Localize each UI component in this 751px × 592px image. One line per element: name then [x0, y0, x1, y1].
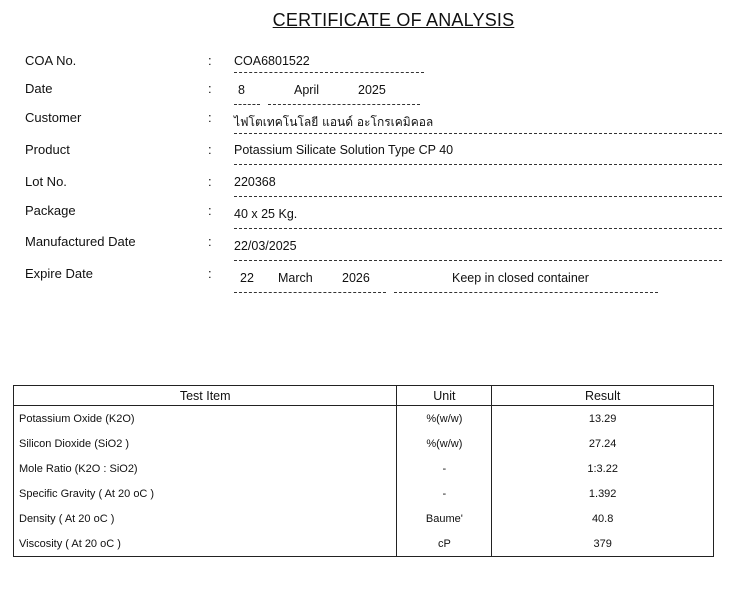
underline	[234, 292, 386, 293]
result-header: Result	[492, 386, 714, 406]
unit-cell: Baume'	[397, 506, 492, 531]
document-title: CERTIFICATE OF ANALYSIS	[272, 10, 515, 30]
unit-cell: %(w/w)	[397, 431, 492, 456]
result-cell: 379	[492, 531, 714, 557]
table-row	[14, 406, 714, 432]
colon: :	[208, 234, 212, 249]
expire-date-label: Expire Date	[25, 266, 93, 281]
underline	[234, 164, 722, 165]
underline	[394, 292, 658, 293]
lot-no-value: 220368	[234, 175, 276, 189]
underline	[234, 104, 260, 105]
product-value: Potassium Silicate Solution Type CP 40	[234, 143, 454, 157]
expire-date-year: 2026	[342, 271, 370, 285]
underline	[234, 260, 722, 261]
expire-date-day: 22	[240, 271, 254, 285]
colon: :	[208, 81, 212, 96]
date-day: 8	[238, 83, 245, 97]
date-year: 2025	[358, 83, 386, 97]
manufactured-date-label: Manufactured Date	[25, 234, 136, 249]
lot-no-label: Lot No.	[25, 174, 67, 189]
unit-cell: cP	[397, 531, 492, 557]
table-row	[14, 456, 714, 481]
package-value: 40 x 25 Kg.	[234, 207, 298, 221]
date-label: Date	[25, 81, 53, 96]
test-item-cell: Potassium Oxide (K2O)	[14, 406, 397, 432]
table-row	[14, 431, 714, 456]
unit-cell: %(w/w)	[397, 406, 492, 432]
test-item-cell: Mole Ratio (K2O : SiO2)	[14, 456, 397, 481]
date-month: April	[294, 83, 320, 97]
result-cell: 13.29	[492, 406, 714, 432]
underline	[268, 104, 420, 105]
colon: :	[208, 142, 212, 157]
product-label: Product	[25, 142, 70, 157]
coa-no-value: COA6801522	[234, 54, 310, 68]
customer-value: ไฟโตเทคโนโลยี แอนด์ อะโกรเคมิคอล	[234, 115, 434, 129]
coa-no-label: COA No.	[25, 53, 77, 68]
colon: :	[208, 110, 212, 125]
test-item-cell: Silicon Dioxide (SiO2 )	[14, 431, 397, 456]
unit-header: Unit	[397, 386, 492, 406]
underline	[234, 228, 722, 229]
underline	[234, 196, 722, 197]
unit-cell: -	[397, 456, 492, 481]
test-item-cell: Viscosity ( At 20 oC )	[14, 531, 397, 557]
underline	[234, 72, 424, 73]
storage-note: Keep in closed container	[452, 271, 589, 285]
test-item-cell: Specific Gravity ( At 20 oC )	[14, 481, 397, 506]
result-cell: 40.8	[492, 506, 714, 531]
customer-label: Customer	[25, 110, 82, 125]
result-cell: 1.392	[492, 481, 714, 506]
unit-cell: -	[397, 481, 492, 506]
table-header-row	[14, 386, 714, 406]
underline	[234, 133, 722, 134]
manufactured-date-value: 22/03/2025	[234, 239, 297, 253]
result-cell: 1:3.22	[492, 456, 714, 481]
package-label: Package	[25, 203, 76, 218]
expire-date-month: March	[278, 271, 313, 285]
table-row	[14, 506, 714, 531]
colon: :	[208, 174, 212, 189]
test-item-header: Test Item	[14, 386, 397, 406]
colon: :	[208, 266, 212, 281]
colon: :	[208, 203, 212, 218]
table-row	[14, 481, 714, 506]
result-cell: 27.24	[492, 431, 714, 456]
table-row	[14, 531, 714, 557]
analysis-results-table	[13, 385, 714, 557]
colon: :	[208, 53, 212, 68]
test-item-cell: Density ( At 20 oC )	[14, 506, 397, 531]
